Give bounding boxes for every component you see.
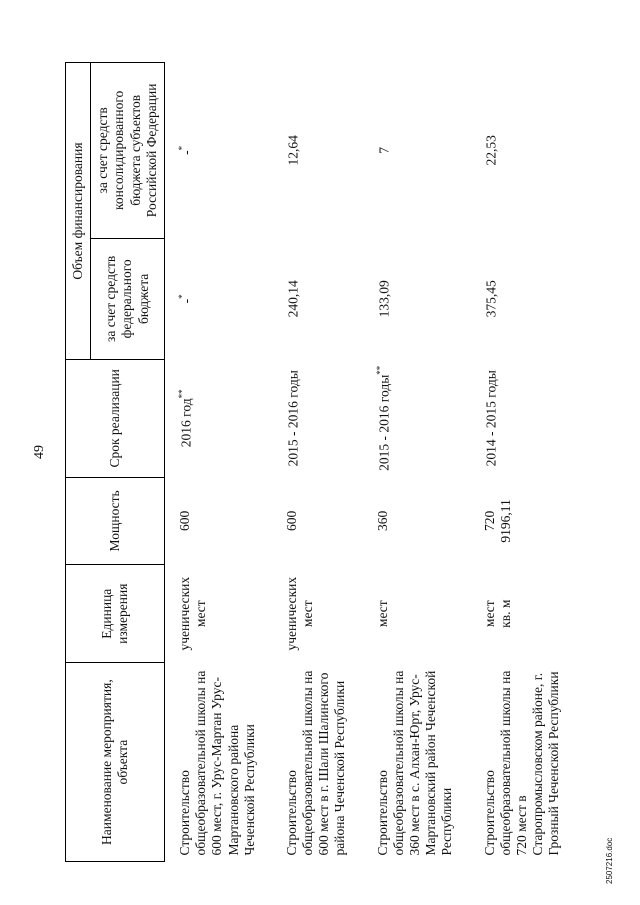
cell-term: 2016 год** [176, 389, 194, 448]
cell-unit: мест [374, 600, 390, 628]
cell-regional: 12,64 [285, 135, 301, 166]
footnote-mark: ** [176, 389, 187, 399]
cell-federal: 133,09 [376, 280, 392, 318]
cell-name: Строительство общеобразовательной школы на 600 мест в г. Шали Шалинского района Чеченской Республики [283, 670, 348, 856]
cell-federal: 240,14 [285, 280, 301, 318]
cell-capacity: 600 [176, 510, 192, 532]
cell-regional: 22,53 [483, 135, 499, 166]
header-name: Наименование мероприятия, объекта [66, 663, 165, 862]
cell-term: 2015 - 2016 годы [285, 370, 301, 467]
header-unit: Единица измерения [66, 565, 165, 663]
page-number: 49 [32, 445, 47, 459]
footnote-mark: * [176, 294, 187, 299]
header-capacity: Мощность [66, 477, 165, 565]
header-regional: за счет средств консолидированного бюджета субъектов Российской Федерации [91, 63, 165, 239]
footnote-mark: ** [374, 365, 385, 375]
footnote-mark: * [176, 145, 187, 151]
cell-capacity: 600 [283, 510, 299, 532]
header-term: Срок реализации [66, 360, 165, 478]
cell-federal: -* [176, 294, 194, 304]
cell-unit: ученических мест [283, 576, 316, 651]
cell-name: Строительство общеобразовательной школы на 600 мест, г. Урус-Мартан Урус-Мартановского района Чеченской Республики [176, 670, 257, 856]
cell-unit: мест кв. м [481, 599, 513, 628]
table-row [363, 63, 470, 862]
header-federal: за счет средств федерального бюджета [91, 238, 165, 359]
financing-table [65, 62, 577, 862]
table-row [164, 63, 271, 862]
cell-regional: -* [176, 145, 194, 155]
cell-name: Строительство общеобразовательной школы на 360 мест в с. Алхан-Юрт, Урус-Мартановский район Чеченской Республики [374, 670, 455, 856]
header-funding: Объем финансирования [66, 63, 91, 360]
cell-unit: ученических мест [176, 576, 209, 651]
footer-code: 2507216.doc [605, 837, 614, 884]
cell-capacity: 720 9196,11 [481, 499, 513, 543]
cell-regional: 7 [376, 146, 392, 154]
cell-term: 2015 - 2016 годы** [374, 365, 392, 471]
cell-capacity: 360 [374, 510, 390, 532]
table-row [272, 63, 363, 862]
cell-federal: 375,45 [483, 280, 499, 318]
rotated-page [20, 12, 620, 892]
cell-name: Строительство общеобразовательной школы на 720 мест в Старопромысловском районе, г. Грозный Чеченской Республики [481, 670, 562, 856]
table-row [470, 63, 577, 862]
cell-term: 2014 - 2015 годы [483, 370, 499, 467]
